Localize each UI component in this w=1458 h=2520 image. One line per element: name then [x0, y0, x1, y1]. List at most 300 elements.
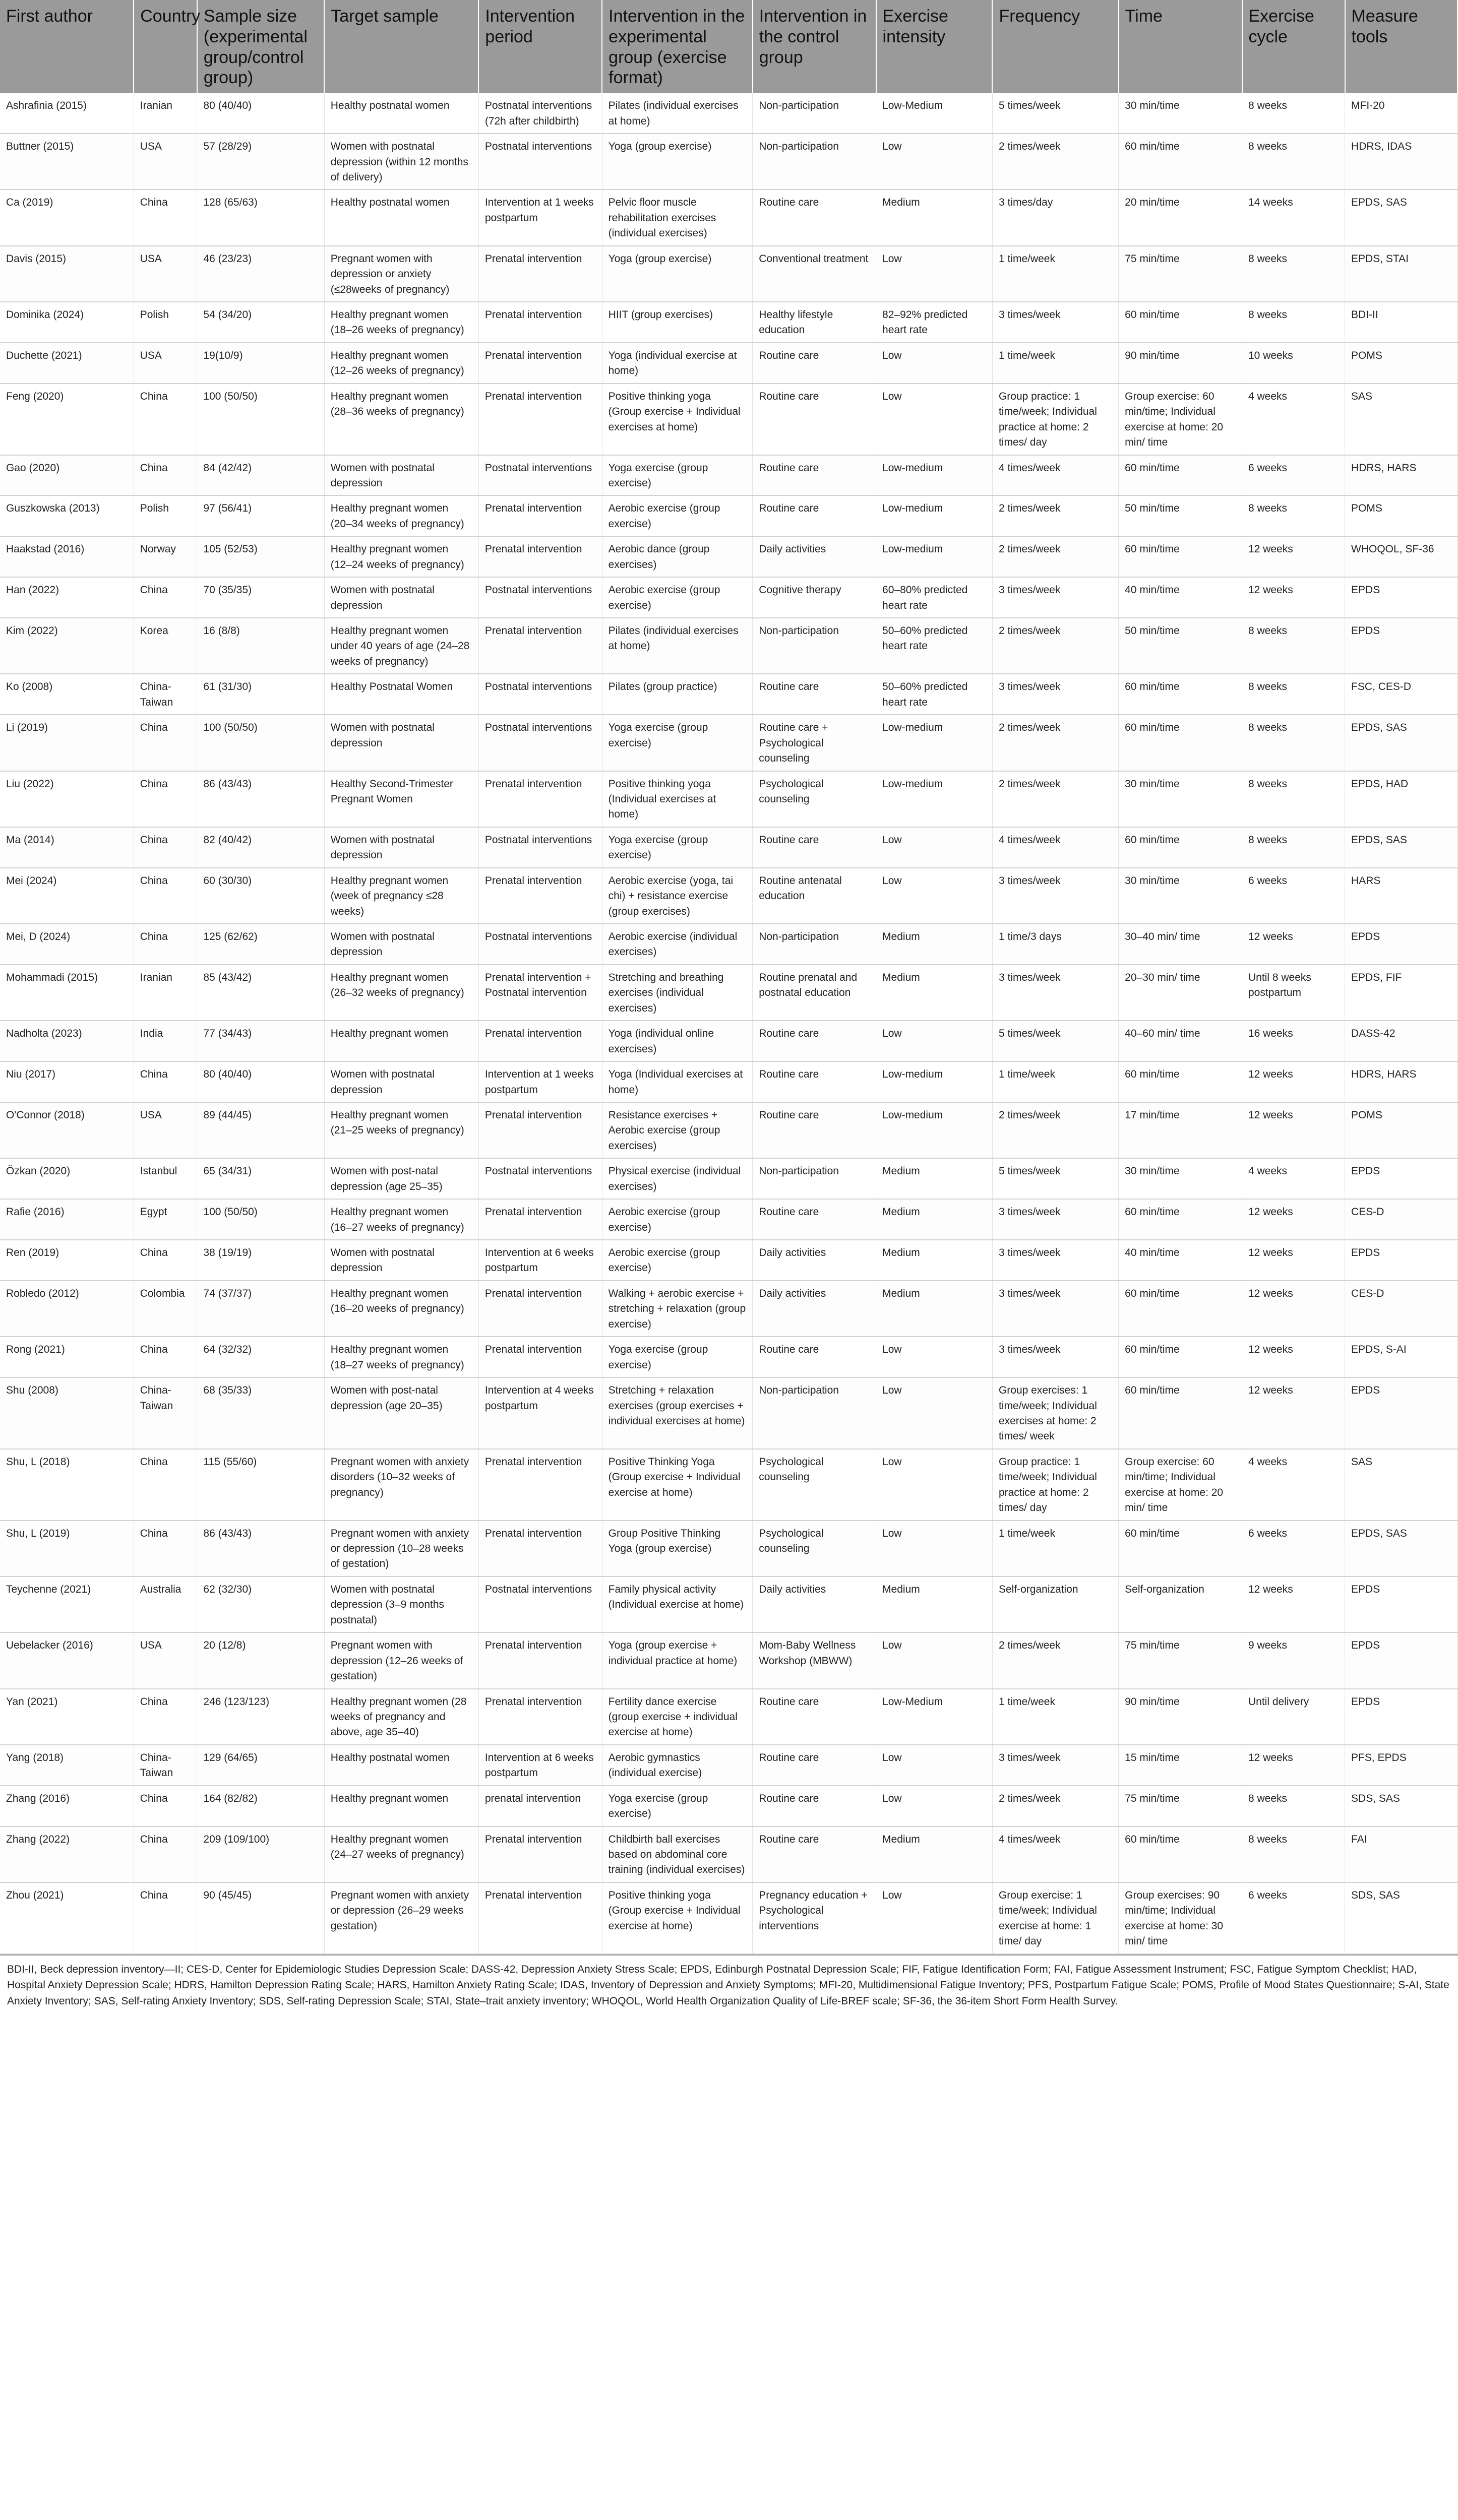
table-cell: Group Positive Thinking Yoga (group exercise) — [602, 1521, 753, 1577]
table-cell: Low — [876, 1632, 993, 1688]
table-cell: Medium — [876, 1281, 993, 1337]
table-cell: Low — [876, 1449, 993, 1521]
table-cell: 2 times/week — [992, 1786, 1118, 1826]
table-cell: Healthy lifestyle education — [753, 302, 876, 343]
table-cell: 60 min/time — [1119, 827, 1242, 868]
table-cell: 60 min/time — [1119, 715, 1242, 771]
column-header: Exercise cycle — [1242, 0, 1345, 93]
table-cell: Conventional treatment — [753, 246, 876, 302]
table-cell: Postnatal interventions — [478, 715, 602, 771]
table-row — [0, 246, 1457, 302]
table-cell: Non-participation — [753, 1158, 876, 1199]
table-row — [0, 1240, 1457, 1281]
table-cell: 20 (12/8) — [197, 1632, 324, 1688]
table-cell: 60 min/time — [1119, 302, 1242, 343]
table-cell: Pregnant women with anxiety disorders (10–32 weeks of pregnancy) — [324, 1449, 478, 1521]
table-cell: Healthy pregnant women — [324, 1786, 478, 1826]
table-cell: Rong (2021) — [0, 1337, 134, 1377]
table-cell: EPDS — [1345, 1240, 1457, 1281]
table-cell: 2 times/week — [992, 1102, 1118, 1158]
table-cell: China — [134, 1826, 197, 1882]
table-cell: 62 (32/30) — [197, 1577, 324, 1632]
table-cell: Low — [876, 384, 993, 455]
table-cell: Australia — [134, 1577, 197, 1632]
table-cell: Ma (2014) — [0, 827, 134, 868]
table-cell: 82 (40/42) — [197, 827, 324, 868]
column-header: Exercise intensity — [876, 0, 993, 93]
table-cell: Prenatal intervention — [478, 618, 602, 674]
table-cell: 8 weeks — [1242, 495, 1345, 536]
table-row — [0, 1882, 1457, 1954]
table-cell: Low-Medium — [876, 1689, 993, 1745]
table-cell: Routine care + Psychological counseling — [753, 715, 876, 771]
table-cell: Prenatal intervention — [478, 1882, 602, 1954]
table-cell: Low — [876, 827, 993, 868]
table-cell: Group exercises: 90 min/time; Individual exercise at home: 30 min/ time — [1119, 1882, 1242, 1954]
table-cell: Ca (2019) — [0, 190, 134, 245]
table-cell: 60 min/time — [1119, 1061, 1242, 1102]
table-cell: 14 weeks — [1242, 190, 1345, 245]
table-cell: Until 8 weeks postpartum — [1242, 965, 1345, 1021]
table-cell: Women with postnatal depression — [324, 924, 478, 965]
table-cell: 60 (30/30) — [197, 868, 324, 924]
table-cell: Dominika (2024) — [0, 302, 134, 343]
table-cell: 128 (65/63) — [197, 190, 324, 245]
table-cell: 12 weeks — [1242, 1377, 1345, 1449]
table-cell: Yoga exercise (group exercise) — [602, 1786, 753, 1826]
table-cell: China — [134, 1689, 197, 1745]
table-row — [0, 868, 1457, 924]
table-cell: 209 (109/100) — [197, 1826, 324, 1882]
table-cell: Prenatal intervention — [478, 1449, 602, 1521]
table-cell: Iranian — [134, 93, 197, 134]
table-cell: 8 weeks — [1242, 1826, 1345, 1882]
table-cell: Ashrafinia (2015) — [0, 93, 134, 134]
table-cell: Routine prenatal and postnatal education — [753, 965, 876, 1021]
table-cell: Walking + aerobic exercise + stretching + relaxation (group exercise) — [602, 1281, 753, 1337]
table-cell: 6 weeks — [1242, 1521, 1345, 1577]
table-cell: SAS — [1345, 384, 1457, 455]
table-cell: 40 min/time — [1119, 1240, 1242, 1281]
table-cell: Healthy pregnant women (24–27 weeks of pregnancy) — [324, 1826, 478, 1882]
table-cell: Intervention at 1 weeks postpartum — [478, 190, 602, 245]
table-cell: Aerobic dance (group exercises) — [602, 536, 753, 577]
table-cell: BDI-II — [1345, 302, 1457, 343]
table-cell: 5 times/week — [992, 93, 1118, 134]
table-cell: Yan (2021) — [0, 1689, 134, 1745]
table-cell: 4 times/week — [992, 1826, 1118, 1882]
table-cell: 4 weeks — [1242, 1449, 1345, 1521]
table-cell: Pregnancy education + Psychological interventions — [753, 1882, 876, 1954]
table-cell: Yoga exercise (group exercise) — [602, 827, 753, 868]
table-cell: Healthy Postnatal Women — [324, 674, 478, 715]
table-cell: 12 weeks — [1242, 1199, 1345, 1240]
table-cell: Routine care — [753, 1061, 876, 1102]
table-cell: 80 (40/40) — [197, 93, 324, 134]
table-cell: 2 times/week — [992, 134, 1118, 190]
table-cell: 75 min/time — [1119, 1632, 1242, 1688]
table-cell: Routine care — [753, 1786, 876, 1826]
table-cell: 6 weeks — [1242, 868, 1345, 924]
table-cell: Low-medium — [876, 455, 993, 496]
table-cell: Resistance exercises + Aerobic exercise (group exercises) — [602, 1102, 753, 1158]
table-cell: Prenatal intervention — [478, 1199, 602, 1240]
table-cell: China — [134, 1786, 197, 1826]
table-cell: China — [134, 827, 197, 868]
table-row — [0, 715, 1457, 771]
table-cell: Women with postnatal depression (within 12 months of delivery) — [324, 134, 478, 190]
table-cell: 8 weeks — [1242, 134, 1345, 190]
table-cell: Healthy pregnant women (12–26 weeks of pregnancy) — [324, 343, 478, 384]
table-cell: 1 time/week — [992, 1521, 1118, 1577]
table-cell: 6 weeks — [1242, 455, 1345, 496]
table-cell: 5 times/week — [992, 1158, 1118, 1199]
table-cell: Healthy pregnant women (week of pregnancy ≤28 weeks) — [324, 868, 478, 924]
table-cell: Uebelacker (2016) — [0, 1632, 134, 1688]
table-cell: 6 weeks — [1242, 1882, 1345, 1954]
table-row — [0, 577, 1457, 618]
table-cell: 129 (64/65) — [197, 1745, 324, 1786]
table-cell: Group practice: 1 time/week; Individual practice at home: 2 times/ day — [992, 1449, 1118, 1521]
table-cell: Postnatal interventions — [478, 134, 602, 190]
table-cell: Egypt — [134, 1199, 197, 1240]
table-row — [0, 965, 1457, 1021]
table-cell: 12 weeks — [1242, 1577, 1345, 1632]
table-cell: 15 min/time — [1119, 1745, 1242, 1786]
table-cell: 100 (50/50) — [197, 384, 324, 455]
table-cell: Group exercises: 1 time/week; Individual exercises at home: 2 times/ week — [992, 1377, 1118, 1449]
table-cell: 57 (28/29) — [197, 134, 324, 190]
table-cell: EPDS, SAS — [1345, 190, 1457, 245]
table-cell: 60 min/time — [1119, 1337, 1242, 1377]
table-cell: Aerobic exercise (group exercise) — [602, 577, 753, 618]
table-cell: EPDS — [1345, 1577, 1457, 1632]
table-cell: Pilates (individual exercises at home) — [602, 618, 753, 674]
table-cell: China — [134, 715, 197, 771]
table-cell: Shu, L (2018) — [0, 1449, 134, 1521]
table-cell: 60 min/time — [1119, 1521, 1242, 1577]
table-cell: 1 time/week — [992, 1061, 1118, 1102]
table-cell: Han (2022) — [0, 577, 134, 618]
table-cell: China-Taiwan — [134, 674, 197, 715]
table-cell: 84 (42/42) — [197, 455, 324, 496]
table-row — [0, 1826, 1457, 1882]
table-cell: 97 (56/41) — [197, 495, 324, 536]
table-cell: China — [134, 384, 197, 455]
table-cell: Women with postnatal depression — [324, 1061, 478, 1102]
table-cell: Mohammadi (2015) — [0, 965, 134, 1021]
table-cell: Pregnant women with depression (12–26 weeks of gestation) — [324, 1632, 478, 1688]
table-cell: 12 weeks — [1242, 1745, 1345, 1786]
table-cell: Low-medium — [876, 715, 993, 771]
table-cell: 90 min/time — [1119, 1689, 1242, 1745]
table-cell: 50–60% predicted heart rate — [876, 618, 993, 674]
table-row — [0, 1199, 1457, 1240]
table-cell: Ko (2008) — [0, 674, 134, 715]
table-cell: Prenatal intervention — [478, 495, 602, 536]
table-cell: EPDS, SAS — [1345, 827, 1457, 868]
table-cell: 8 weeks — [1242, 618, 1345, 674]
table-cell: Aerobic exercise (individual exercises) — [602, 924, 753, 965]
table-cell: Positive Thinking Yoga (Group exercise + Individual exercise at home) — [602, 1449, 753, 1521]
table-cell: Yoga (individual exercise at home) — [602, 343, 753, 384]
table-cell: Polish — [134, 302, 197, 343]
table-cell: 60 min/time — [1119, 1281, 1242, 1337]
table-cell: 1 time/week — [992, 343, 1118, 384]
column-header: Time — [1119, 0, 1242, 93]
table-cell: Zhou (2021) — [0, 1882, 134, 1954]
table-cell: 19(10/9) — [197, 343, 324, 384]
table-cell: Women with postnatal depression — [324, 1240, 478, 1281]
table-cell: Healthy pregnant women (12–24 weeks of pregnancy) — [324, 536, 478, 577]
table-cell: 65 (34/31) — [197, 1158, 324, 1199]
table-row — [0, 190, 1457, 245]
table-cell: USA — [134, 1632, 197, 1688]
table-cell: Prenatal intervention + Postnatal intervention — [478, 965, 602, 1021]
table-cell: EPDS — [1345, 1689, 1457, 1745]
table-cell: 40 min/time — [1119, 577, 1242, 618]
table-cell: MFI-20 — [1345, 93, 1457, 134]
table-cell: Self-organization — [992, 1577, 1118, 1632]
table-row — [0, 1449, 1457, 1521]
table-cell: Cognitive therapy — [753, 577, 876, 618]
table-cell: Routine care — [753, 1021, 876, 1061]
table-cell: 8 weeks — [1242, 715, 1345, 771]
table-cell: Postnatal interventions — [478, 827, 602, 868]
table-cell: 50–60% predicted heart rate — [876, 674, 993, 715]
table-cell: Non-participation — [753, 93, 876, 134]
table-cell: Shu (2008) — [0, 1377, 134, 1449]
table-footnote: BDI-II, Beck depression inventory—II; CES-D, Center for Epidemiologic Studies Depression Scale; DASS-42, Depression Anxiety Stress Scale; EPDS, Edinburgh Postnatal Depression Scale; FIF, Fatigue Identification Form; FAI, Fatigue Assessment Instrument; FSC, Fatigue Symptom Checklist; HAD, Hospital Anxiety Depression Scale; HDRS, Hamilton Depression Rating Scale; HARS, Hamilton Anxiety Rating Scale; IDAS, Inventory of Depression and Anxiety Symptoms; MFI-20, Multidimensional Fatigue Inventory; PFS, Postpartum Fatigue Scale; POMS, Profile of Mood States Questionnaire; S-AI, State Anxiety Inventory; SAS, Self-rating Anxiety Inventory; SDS, Self-rating Depression Scale; STAI, State–trait anxiety inventory; WHOQOL, World Health Organization Quality of Life-BREF scale; SF-36, the 36-item Short Form Health Survey. — [0, 1955, 1458, 2015]
table-cell: Low-medium — [876, 1061, 993, 1102]
table-cell: Positive thinking yoga (Group exercise + Individual exercise at home) — [602, 1882, 753, 1954]
table-cell: Self-organization — [1119, 1577, 1242, 1632]
table-cell: Duchette (2021) — [0, 343, 134, 384]
table-cell: Routine care — [753, 495, 876, 536]
table-cell: 60 min/time — [1119, 134, 1242, 190]
table-cell: 3 times/week — [992, 1337, 1118, 1377]
column-header: First author — [0, 0, 134, 93]
table-cell: Nadholta (2023) — [0, 1021, 134, 1061]
table-cell: Prenatal intervention — [478, 246, 602, 302]
table-cell: 115 (55/60) — [197, 1449, 324, 1521]
table-cell: Low — [876, 1377, 993, 1449]
table-cell: Non-participation — [753, 1377, 876, 1449]
table-cell: Yoga (group exercise) — [602, 246, 753, 302]
table-cell: Prenatal intervention — [478, 1689, 602, 1745]
table-cell: Stretching and breathing exercises (individual exercises) — [602, 965, 753, 1021]
table-cell: 100 (50/50) — [197, 1199, 324, 1240]
table-cell: Postnatal interventions — [478, 455, 602, 496]
column-header: Intervention in the experimental group (exercise format) — [602, 0, 753, 93]
table-cell: 3 times/week — [992, 1199, 1118, 1240]
table-cell: Low — [876, 134, 993, 190]
table-cell: Healthy pregnant women (18–27 weeks of pregnancy) — [324, 1337, 478, 1377]
table-cell: 89 (44/45) — [197, 1102, 324, 1158]
table-cell: 1 time/3 days — [992, 924, 1118, 965]
table-cell: Healthy pregnant women under 40 years of age (24–28 weeks of pregnancy) — [324, 618, 478, 674]
table-cell: POMS — [1345, 495, 1457, 536]
table-cell: EPDS, S-AI — [1345, 1337, 1457, 1377]
table-cell: Intervention at 1 weeks postpartum — [478, 1061, 602, 1102]
table-cell: Women with postnatal depression — [324, 577, 478, 618]
table-row — [0, 1102, 1457, 1158]
table-cell: 17 min/time — [1119, 1102, 1242, 1158]
table-row — [0, 771, 1457, 827]
table-cell: Routine care — [753, 190, 876, 245]
table-cell: 80 (40/40) — [197, 1061, 324, 1102]
table-cell: Low — [876, 1745, 993, 1786]
table-cell: Daily activities — [753, 1240, 876, 1281]
table-row — [0, 1577, 1457, 1632]
table-cell: Healthy pregnant women (16–27 weeks of pregnancy) — [324, 1199, 478, 1240]
table-cell: 3 times/week — [992, 1240, 1118, 1281]
table-cell: Yoga exercise (group exercise) — [602, 455, 753, 496]
table-cell: Medium — [876, 1199, 993, 1240]
table-cell: 9 weeks — [1242, 1632, 1345, 1688]
table-cell: 3 times/week — [992, 1745, 1118, 1786]
table-cell: Group exercise: 1 time/week; Individual exercise at home: 1 time/ day — [992, 1882, 1118, 1954]
table-cell: 30 min/time — [1119, 771, 1242, 827]
table-cell: 4 times/week — [992, 455, 1118, 496]
table-cell: Routine care — [753, 1337, 876, 1377]
table-row — [0, 1158, 1457, 1199]
table-cell: Healthy pregnant women (28 weeks of pregnancy and above, age 35–40) — [324, 1689, 478, 1745]
table-cell: Aerobic gymnastics (individual exercise) — [602, 1745, 753, 1786]
table-body — [0, 93, 1457, 1954]
table-cell: Yoga (group exercise) — [602, 134, 753, 190]
table-cell: Healthy pregnant women (28–36 weeks of pregnancy) — [324, 384, 478, 455]
table-cell: Routine antenatal education — [753, 868, 876, 924]
table-cell: Low — [876, 1337, 993, 1377]
table-cell: Zhang (2016) — [0, 1786, 134, 1826]
table-cell: EPDS — [1345, 924, 1457, 965]
table-cell: FSC, CES-D — [1345, 674, 1457, 715]
table-cell: 30–40 min/ time — [1119, 924, 1242, 965]
table-cell: Medium — [876, 190, 993, 245]
table-cell: Healthy Second-Trimester Pregnant Women — [324, 771, 478, 827]
table-cell: Non-participation — [753, 134, 876, 190]
table-cell: China — [134, 577, 197, 618]
table-row — [0, 455, 1457, 496]
table-cell: Davis (2015) — [0, 246, 134, 302]
table-row — [0, 1377, 1457, 1449]
table-cell: Low-medium — [876, 536, 993, 577]
table-cell: 3 times/week — [992, 674, 1118, 715]
table-row — [0, 1061, 1457, 1102]
table-cell: Routine care — [753, 1745, 876, 1786]
table-cell: 16 weeks — [1242, 1021, 1345, 1061]
table-cell: 12 weeks — [1242, 1061, 1345, 1102]
table-row — [0, 384, 1457, 455]
table-cell: Zhang (2022) — [0, 1826, 134, 1882]
table-cell: Prenatal intervention — [478, 1281, 602, 1337]
table-cell: EPDS — [1345, 1377, 1457, 1449]
table-cell: Low-medium — [876, 771, 993, 827]
table-cell: USA — [134, 343, 197, 384]
table-cell: Women with post-natal depression (age 25–35) — [324, 1158, 478, 1199]
table-cell: Group exercise: 60 min/time; Individual exercise at home: 20 min/ time — [1119, 384, 1242, 455]
table-cell: Rafie (2016) — [0, 1199, 134, 1240]
table-cell: O'Connor (2018) — [0, 1102, 134, 1158]
table-cell: Healthy postnatal women — [324, 190, 478, 245]
table-cell: EPDS — [1345, 577, 1457, 618]
column-header: Target sample — [324, 0, 478, 93]
table-row — [0, 1689, 1457, 1745]
table-cell: EPDS, HAD — [1345, 771, 1457, 827]
table-cell: Daily activities — [753, 1281, 876, 1337]
table-cell: EPDS, FIF — [1345, 965, 1457, 1021]
table-cell: 8 weeks — [1242, 246, 1345, 302]
table-cell: Pregnant women with anxiety or depression (26–29 weeks gestation) — [324, 1882, 478, 1954]
table-cell: 40–60 min/ time — [1119, 1021, 1242, 1061]
table-cell: Robledo (2012) — [0, 1281, 134, 1337]
table-cell: 8 weeks — [1242, 771, 1345, 827]
table-cell: 70 (35/35) — [197, 577, 324, 618]
table-cell: 60 min/time — [1119, 674, 1242, 715]
table-cell: Yoga (individual online exercises) — [602, 1021, 753, 1061]
table-cell: Intervention at 4 weeks postpartum — [478, 1377, 602, 1449]
table-cell: SDS, SAS — [1345, 1882, 1457, 1954]
table-row — [0, 1281, 1457, 1337]
table-cell: 100 (50/50) — [197, 715, 324, 771]
table-cell: 16 (8/8) — [197, 618, 324, 674]
table-row — [0, 93, 1457, 134]
table-cell: Healthy pregnant women (20–34 weeks of pregnancy) — [324, 495, 478, 536]
table-cell: China — [134, 1061, 197, 1102]
table-cell: Polish — [134, 495, 197, 536]
table-cell: Prenatal intervention — [478, 1521, 602, 1577]
table-cell: Iranian — [134, 965, 197, 1021]
table-cell: India — [134, 1021, 197, 1061]
table-cell: Li (2019) — [0, 715, 134, 771]
table-cell: Postnatal interventions — [478, 1577, 602, 1632]
table-cell: Mei, D (2024) — [0, 924, 134, 965]
table-cell: 3 times/week — [992, 302, 1118, 343]
table-cell: 74 (37/37) — [197, 1281, 324, 1337]
table-cell: Healthy pregnant women (26–32 weeks of pregnancy) — [324, 965, 478, 1021]
table-cell: China — [134, 1521, 197, 1577]
table-cell: Stretching + relaxation exercises (group exercises + individual exercises at home) — [602, 1377, 753, 1449]
table-cell: Prenatal intervention — [478, 771, 602, 827]
table-cell: Low — [876, 868, 993, 924]
table-cell: 3 times/week — [992, 965, 1118, 1021]
table-cell: Pilates (group practice) — [602, 674, 753, 715]
table-cell: 12 weeks — [1242, 577, 1345, 618]
table-cell: FAI — [1345, 1826, 1457, 1882]
table-cell: Yoga (group exercise + individual practice at home) — [602, 1632, 753, 1688]
table-cell: 75 min/time — [1119, 1786, 1242, 1826]
table-cell: Postnatal interventions — [478, 924, 602, 965]
table-cell: Pregnant women with depression or anxiety (≤28weeks of pregnancy) — [324, 246, 478, 302]
table-cell: POMS — [1345, 1102, 1457, 1158]
table-cell: 20–30 min/ time — [1119, 965, 1242, 1021]
table-cell: 30 min/time — [1119, 1158, 1242, 1199]
table-cell: Aerobic exercise (group exercise) — [602, 1199, 753, 1240]
table-cell: 60 min/time — [1119, 455, 1242, 496]
table-row — [0, 1745, 1457, 1786]
table-cell: China — [134, 455, 197, 496]
table-cell: Liu (2022) — [0, 771, 134, 827]
table-cell: Haakstad (2016) — [0, 536, 134, 577]
table-cell: 164 (82/82) — [197, 1786, 324, 1826]
table-cell: EPDS — [1345, 1158, 1457, 1199]
table-cell: DASS-42 — [1345, 1021, 1457, 1061]
table-cell: Postnatal interventions — [478, 674, 602, 715]
table-cell: Pelvic floor muscle rehabilitation exercises (individual exercises) — [602, 190, 753, 245]
table-cell: SAS — [1345, 1449, 1457, 1521]
table-row — [0, 924, 1457, 965]
